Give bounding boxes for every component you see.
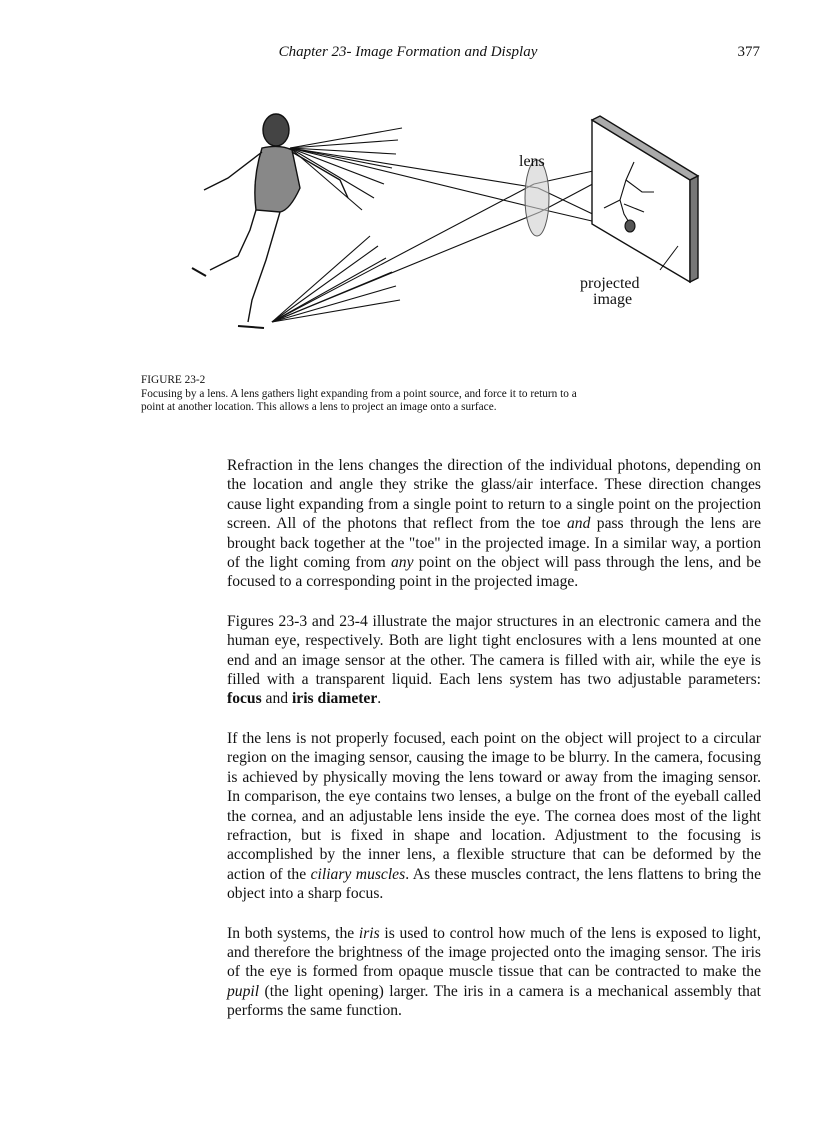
page-number: 377 — [737, 44, 760, 60]
lens-label: lens — [519, 153, 545, 170]
caption-label: FIGURE 23-2 — [141, 374, 206, 386]
image-label: image — [593, 291, 633, 308]
paragraph-3: If the lens is not properly focused, each point on the object will project to a circular region on the imaging sensor, causing the image to be blurry. In the camera, focusing is achieved by physically moving the lens toward or away from the imaging sensor. In comparison, the eye contains two lenses, a bulge on the front of the eyeball called the cornea, and an adjustable lens inside the eye. The cornea does most of the light refraction, but is fixed in shape and location. Adjustment to the focusing is accomplished by the inner lens, a flexible structure that can be deformed by the action of the ciliary muscles. As these muscles contract, the lens flattens to bring the object into a sharp focus. — [227, 729, 761, 903]
paragraph-2: Figures 23-3 and 23-4 illustrate the major structures in an electronic camera and the human eye, respectively. Both are light tight enclosures with a lens mounted at one end and an image sensor at the other. The camera is filled with air, while the eye is filled with a transparent liquid. Each lens system has two adjustable parameters: focus and iris diameter. — [227, 612, 761, 708]
caption-line-1: Focusing by a lens. A lens gathers light expanding from a point source, and force it to return to a — [141, 387, 577, 400]
skater-figure — [192, 114, 348, 328]
figure-23-2 — [130, 100, 710, 350]
light-rays-toe — [272, 162, 634, 322]
light-rays-head — [290, 128, 622, 228]
page-header — [0, 44, 816, 64]
projected-label: projected — [580, 275, 640, 292]
figure-caption — [141, 374, 761, 415]
paragraph-1: Refraction in the lens changes the direction of the individual photons, depending on the location and angle they strike the glass/air interface. These direction changes cause light expanding from a single point to return to a single point on the projection screen. All of the photons that reflect from the toe and pass through the lens are brought back together at the "toe" in the projected image. In a similar way, a portion of the light coming from any point on the object will pass through the lens, and be focused to a corresponding point in the projected image. — [227, 457, 761, 591]
paragraph-4: In both systems, the iris is used to control how much of the lens is exposed to light, and therefore the brightness of the image projected onto the imaging sensor. The iris of the eye is formed from opaque muscle tissue that can be contracted to make the pupil (the light opening) larger. The iris in a camera is a mechanical assembly that performs the same function. — [227, 924, 761, 1020]
chapter-title: Chapter 23- Image Formation and Display — [278, 44, 538, 60]
lens-shape — [525, 160, 549, 236]
lens-diagram — [130, 100, 710, 350]
projection-screen — [592, 116, 698, 282]
caption-line-2: point at another location. This allows a lens to project an image onto a surface. — [141, 401, 497, 413]
body-text — [227, 456, 761, 1041]
